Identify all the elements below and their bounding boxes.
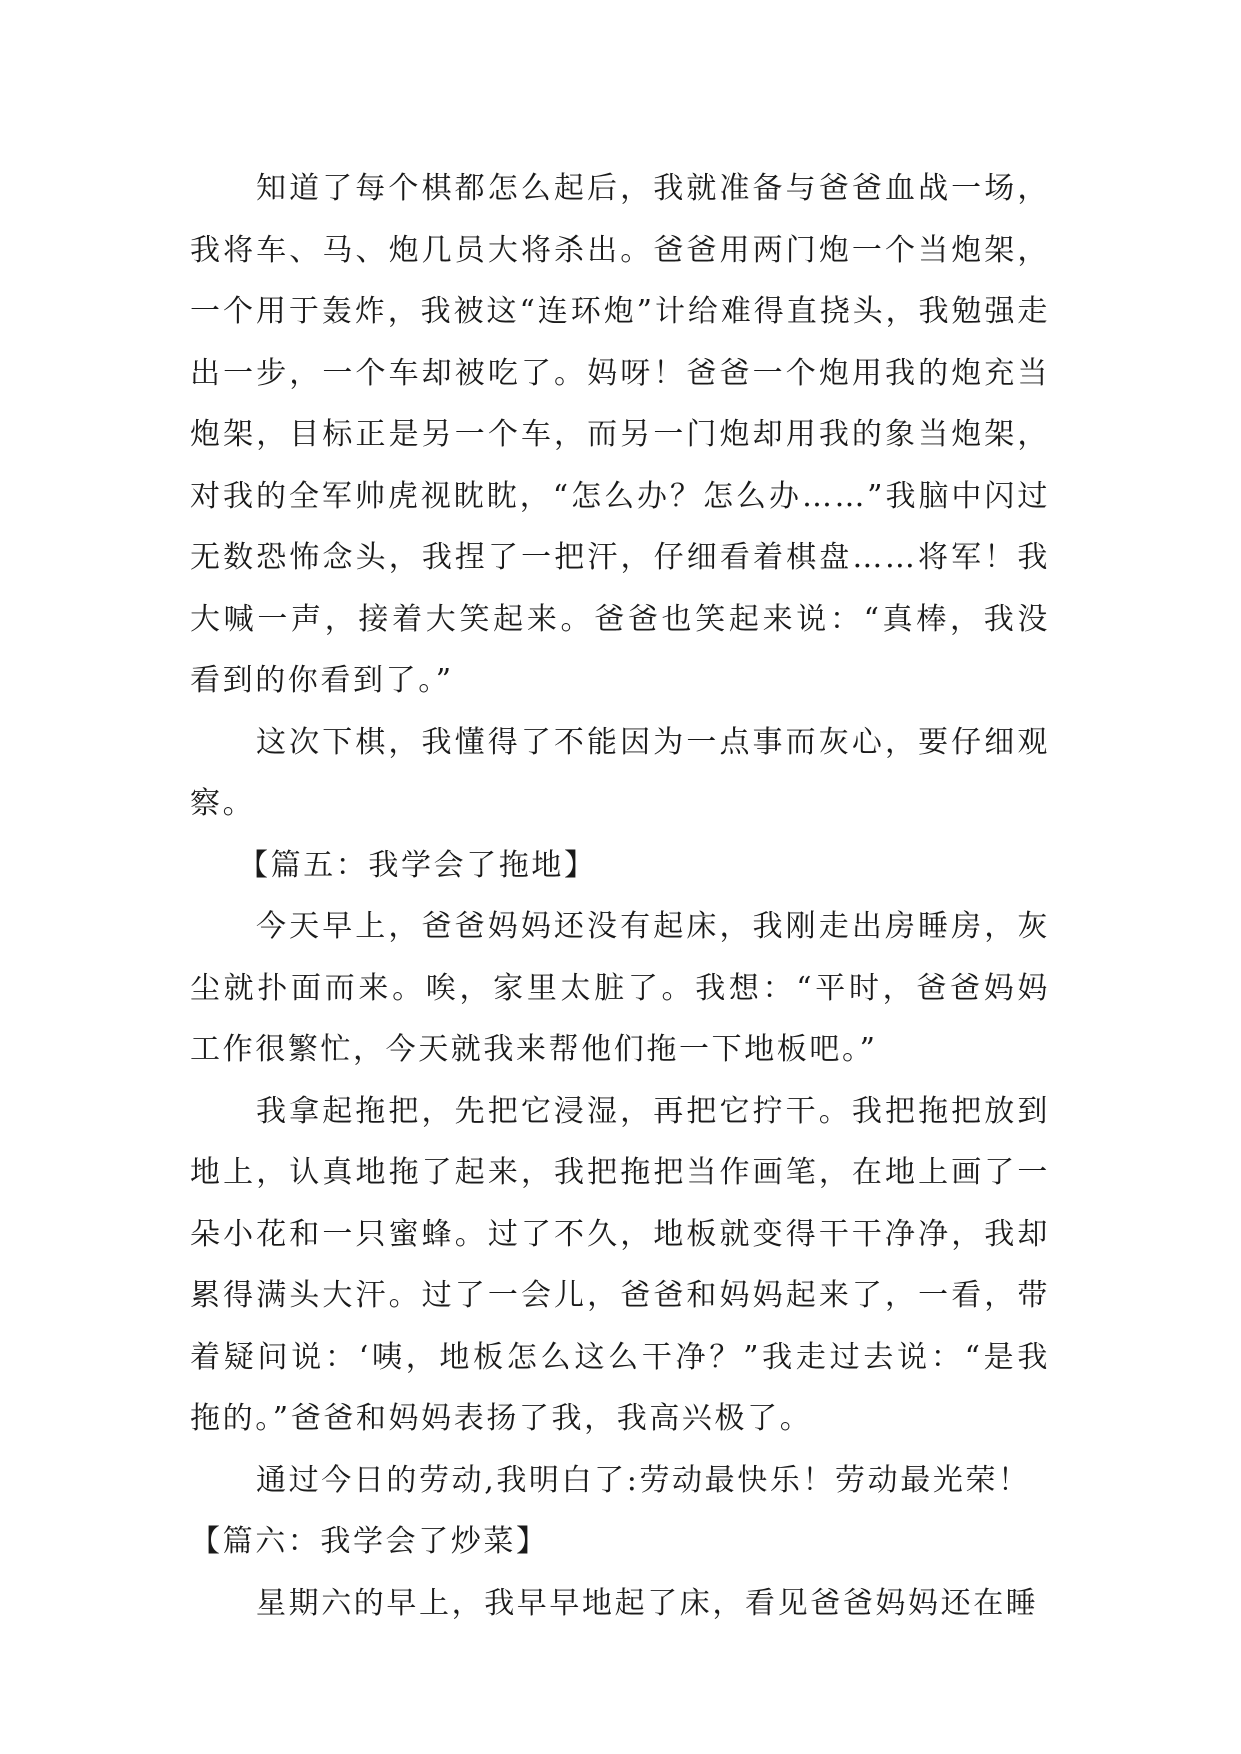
paragraph-chess-lesson: 这次下棋，我懂得了不能因为一点事而灰心，要仔细观察。 (190, 724, 1050, 821)
paragraph-saturday: 星期六的早上，我早早地起了床，看见爸爸妈妈还在睡 (256, 1585, 1039, 1621)
paragraph-labor-lesson: 通过今日的劳动,我明白了:劳动最快乐！劳动最光荣！ (256, 1462, 1031, 1498)
paragraph-mopping: 我拿起拖把，先把它浸湿，再把它拧干。我把拖把放到地上，认真地拖了起来，我把拖把当作画笔，在地上画了一朵小花和一只蜜蜂。过了不久，地板就变得干干净净，我却累得满头大汗。过了一会儿，爸爸和妈妈起来了，一看，带着疑问说：‘咦，地板怎么这么干净？”我走过去说：“是我拖的。”爸爸和妈妈表扬了我，我高兴极了。 (190, 1093, 1050, 1436)
paragraph-chess-battle: 知道了每个棋都怎么起后，我就准备与爸爸血战一场，我将车、马、炮几员大将杀出。爸爸用两门炮一个当炮架，一个用于轰炸，我被这“连环炮”计给难得直挠头，我勉强走出一步，一个车却被吃了。妈呀！爸爸一个炮用我的炮充当炮架，目标正是另一个车，而另一门炮却用我的象当炮架，对我的全军帅虎视眈眈，“怎么办？怎么办……”我脑中闪过无数恐怖念头，我捏了一把汗，仔细看着棋盘……将军！我大喊一声，接着大笑起来。爸爸也笑起来说：“真棒，我没看到的你看到了。” (190, 171, 1050, 698)
document-body (190, 158, 1050, 1634)
section-heading-6: 【篇六：我学会了炒菜】 (190, 1524, 549, 1559)
paragraph-morning: 今天早上，爸爸妈妈还没有起床，我刚走出房睡房，灰尘就扑面而来。唉，家里太脏了。我想：“平时，爸爸妈妈工作很繁忙，今天就我来帮他们拖一下地板吧。” (190, 909, 1050, 1067)
section-heading-5: 【篇五：我学会了拖地】 (238, 847, 597, 883)
